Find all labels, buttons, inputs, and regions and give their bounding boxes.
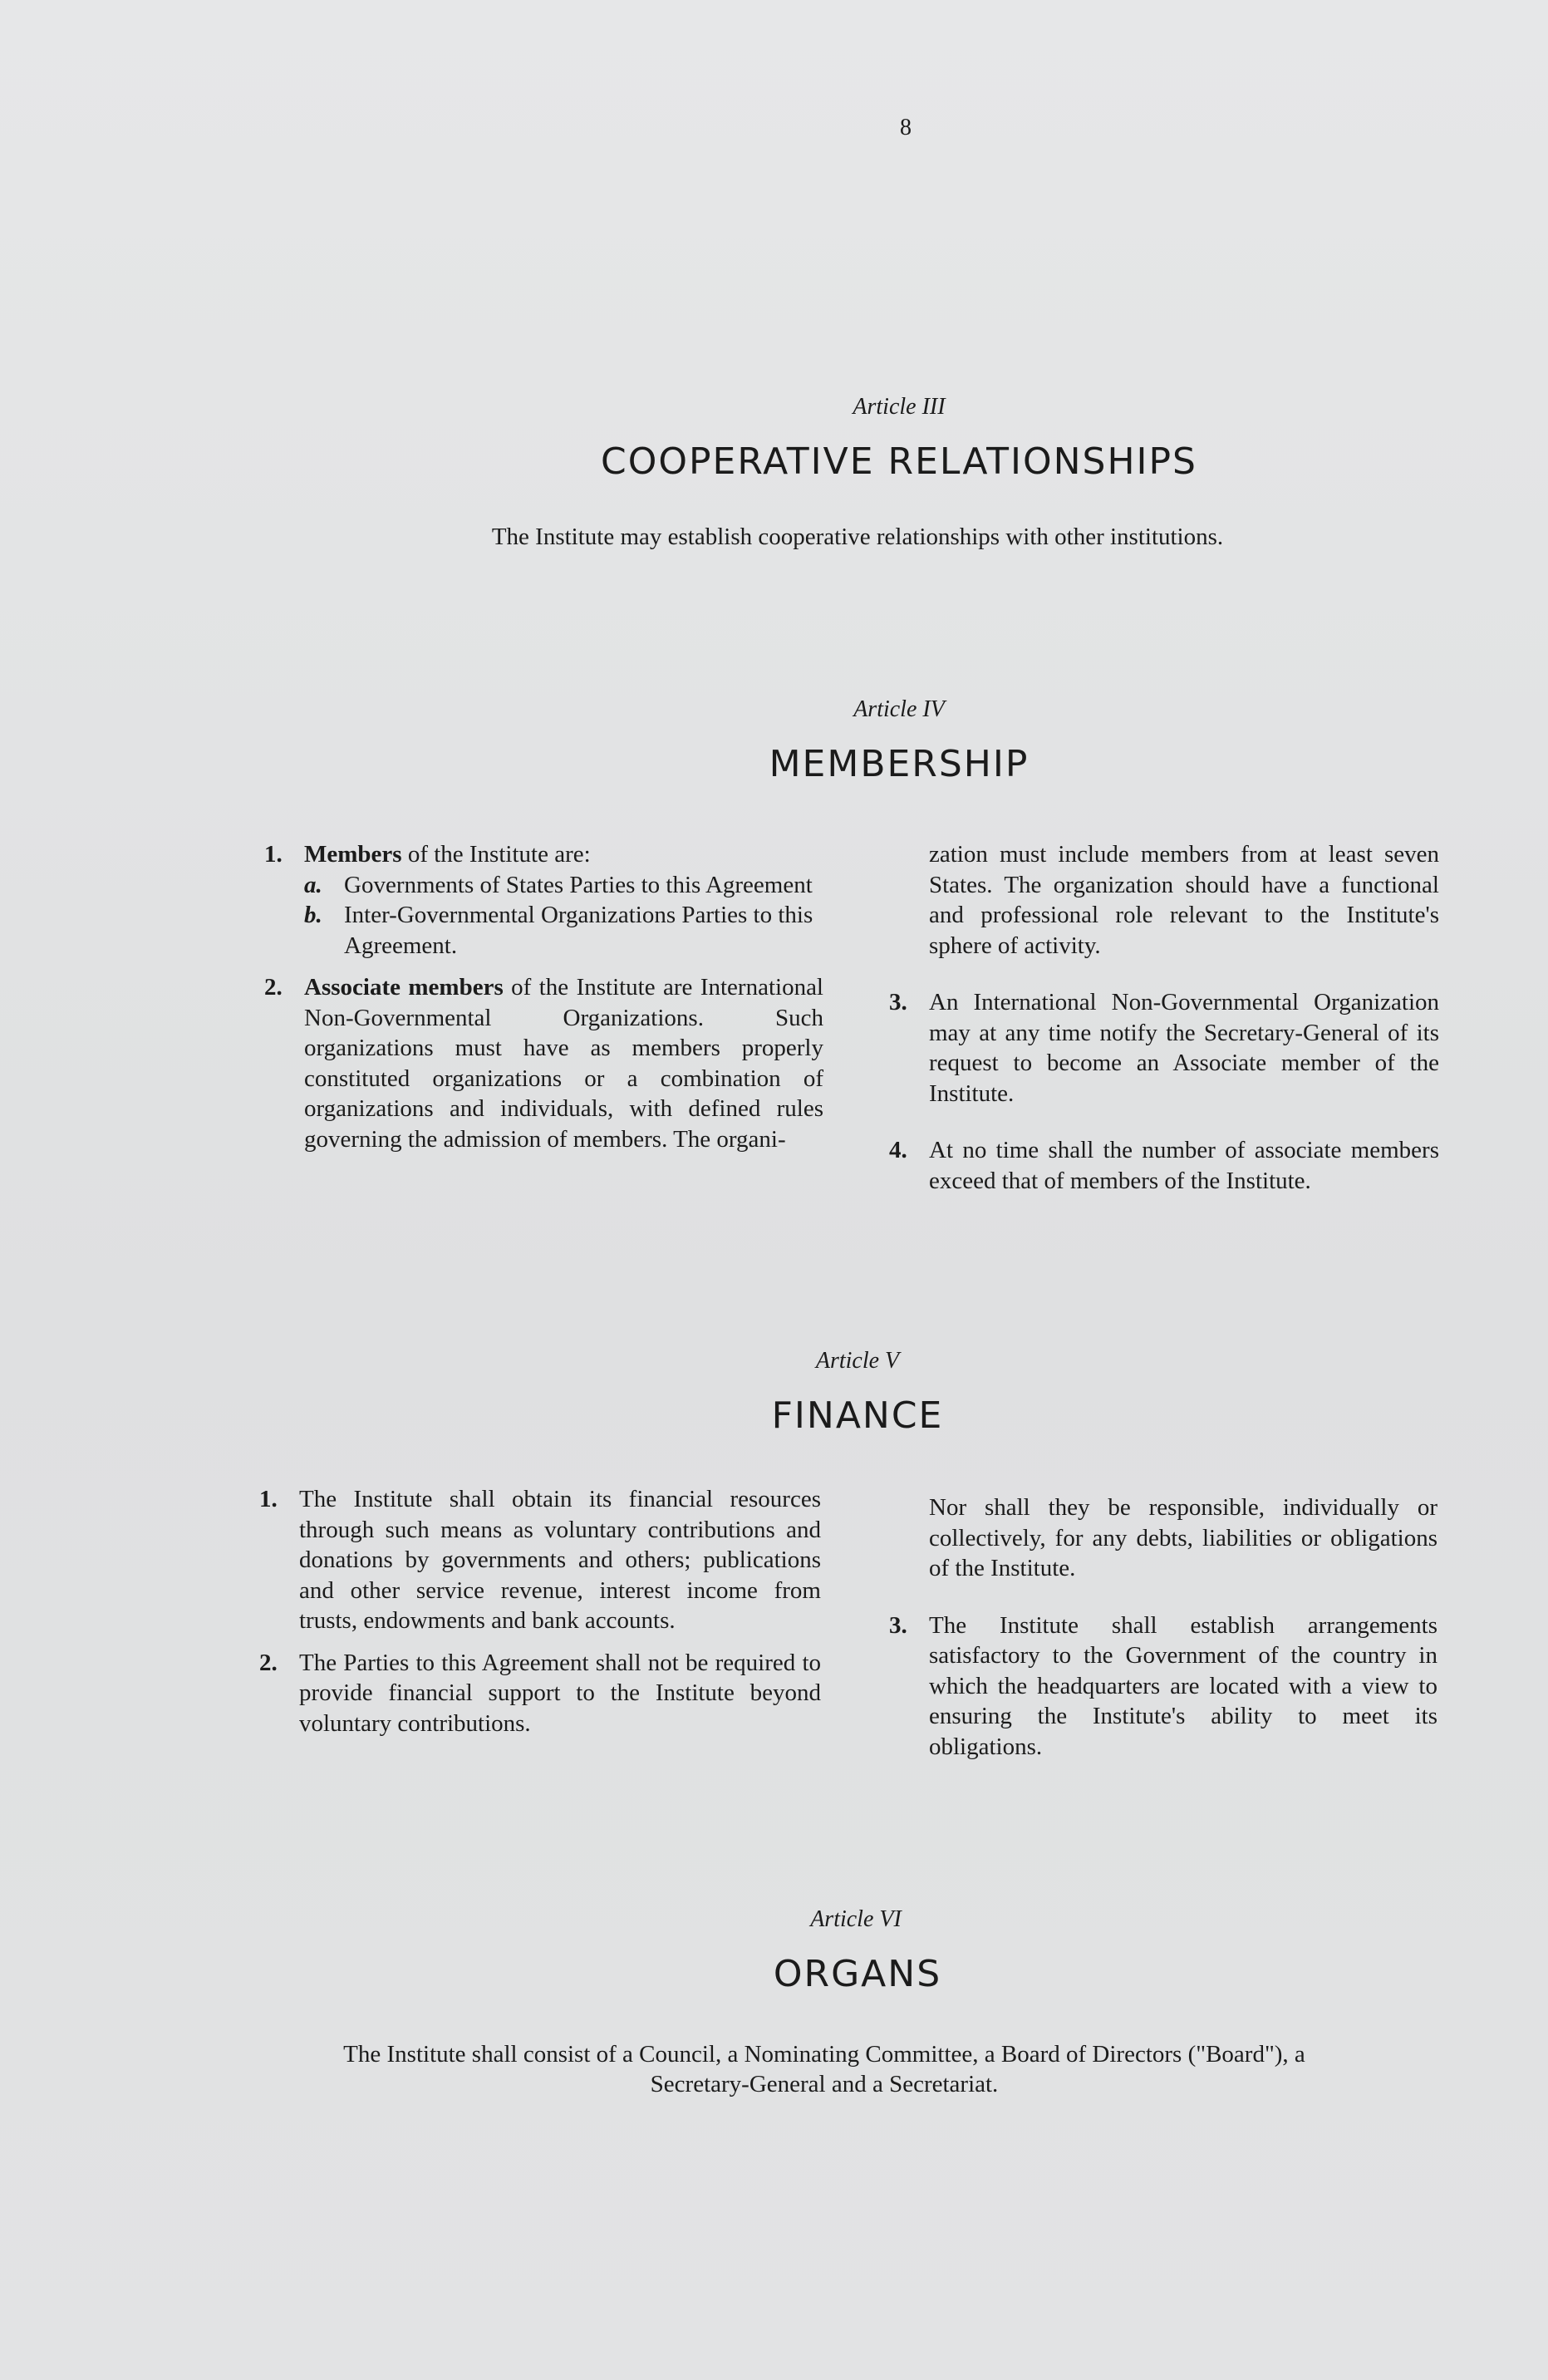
page-number: 8 (900, 115, 912, 140)
sub-text: Governments of States Parties to this Agreement (344, 871, 813, 898)
article-3-text: The Institute may establish cooperative relationships with other institutions. (491, 524, 1224, 550)
item-number: 1. (259, 1486, 278, 1512)
associate-members-term: Associate members (304, 974, 504, 1001)
article-6-text: The Institute shall consist of a Council, a Nominating Committee, a Board of Directors ("Board"), a Secretary-General and a Secretariat. (343, 2041, 1305, 2097)
item-text: The Institute shall obtain its financial resources through such means as voluntary contributions and donations by governments and others; publications and other service revenue, interest income from trusts, endowments and bank accounts. (299, 1486, 821, 1634)
membership-item-3 (889, 987, 1439, 1109)
membership-sub-b (304, 900, 823, 961)
sub-text: Inter-Governmental Organizations Parties to this Agreement. (344, 902, 813, 959)
item-text: zation must include members from at least seven States. The organization should have a functional and professional role relevant to the Institute's sphere of activity. (929, 841, 1439, 959)
finance-item-1 (259, 1484, 821, 1636)
item-text: An International Non-Governmental Organization may at any time notify the Secretary-General of its request to become an Associate member of the Institute. (929, 989, 1439, 1107)
article-6-title: ORGANS (773, 1953, 942, 1995)
article-5-right-column (889, 1492, 1437, 1762)
article-4-right-column (889, 839, 1439, 1196)
item-number: 2. (259, 1649, 278, 1676)
item-number: 3. (889, 989, 907, 1015)
article-5-left-column (259, 1484, 821, 1738)
finance-item-3 (889, 1610, 1437, 1763)
item-number: 2. (264, 974, 283, 1001)
sub-letter: a. (304, 871, 322, 898)
membership-sub-a (304, 870, 823, 901)
item-text: of the Institute are International Non-Governmental Organizations. Such organizations must have as members properly constituted organizations or a combination of organizations and individuals, with defined rules governing the admission of members. The organi- (304, 974, 823, 1153)
finance-item-2 (259, 1648, 821, 1739)
sub-letter: b. (304, 902, 322, 928)
item-number: 1. (264, 841, 283, 868)
item-text: The Parties to this Agreement shall not be required to provide financial support to the Institute beyond voluntary contributions. (299, 1649, 821, 1737)
article-6-label: Article VI (810, 1906, 902, 1932)
item-number: 4. (889, 1137, 907, 1163)
item-text: The Institute shall establish arrangements satisfactory to the Government of the country in which the headquarters are located with a view to ensuring the Institute's ability to meet its obligations. (929, 1611, 1437, 1760)
article-3-title: COOPERATIVE RELATIONSHIPS (601, 440, 1197, 483)
article-5-label: Article V (815, 1348, 900, 1374)
item-text: Nor shall they be responsible, individually or collectively, for any debts, liabilities or obligations of the Institute. (929, 1494, 1437, 1581)
membership-item-2-continued (889, 839, 1439, 961)
membership-item-2 (264, 972, 823, 1154)
article-4-title: MEMBERSHIP (769, 743, 1030, 785)
membership-item-4 (889, 1135, 1439, 1196)
item-text: of the Institute are: (401, 841, 591, 868)
item-number: 3. (889, 1611, 907, 1639)
article-3-label: Article III (853, 394, 946, 420)
item-text: At no time shall the number of associate members exceed that of members of the Institute. (929, 1137, 1439, 1194)
finance-item-2-continued (889, 1492, 1437, 1584)
members-term: Members (304, 841, 402, 868)
article-4-label: Article IV (853, 696, 945, 722)
article-5-title: FINANCE (771, 1394, 944, 1437)
article-4-left-column (264, 839, 823, 1154)
membership-item-1 (264, 839, 823, 870)
